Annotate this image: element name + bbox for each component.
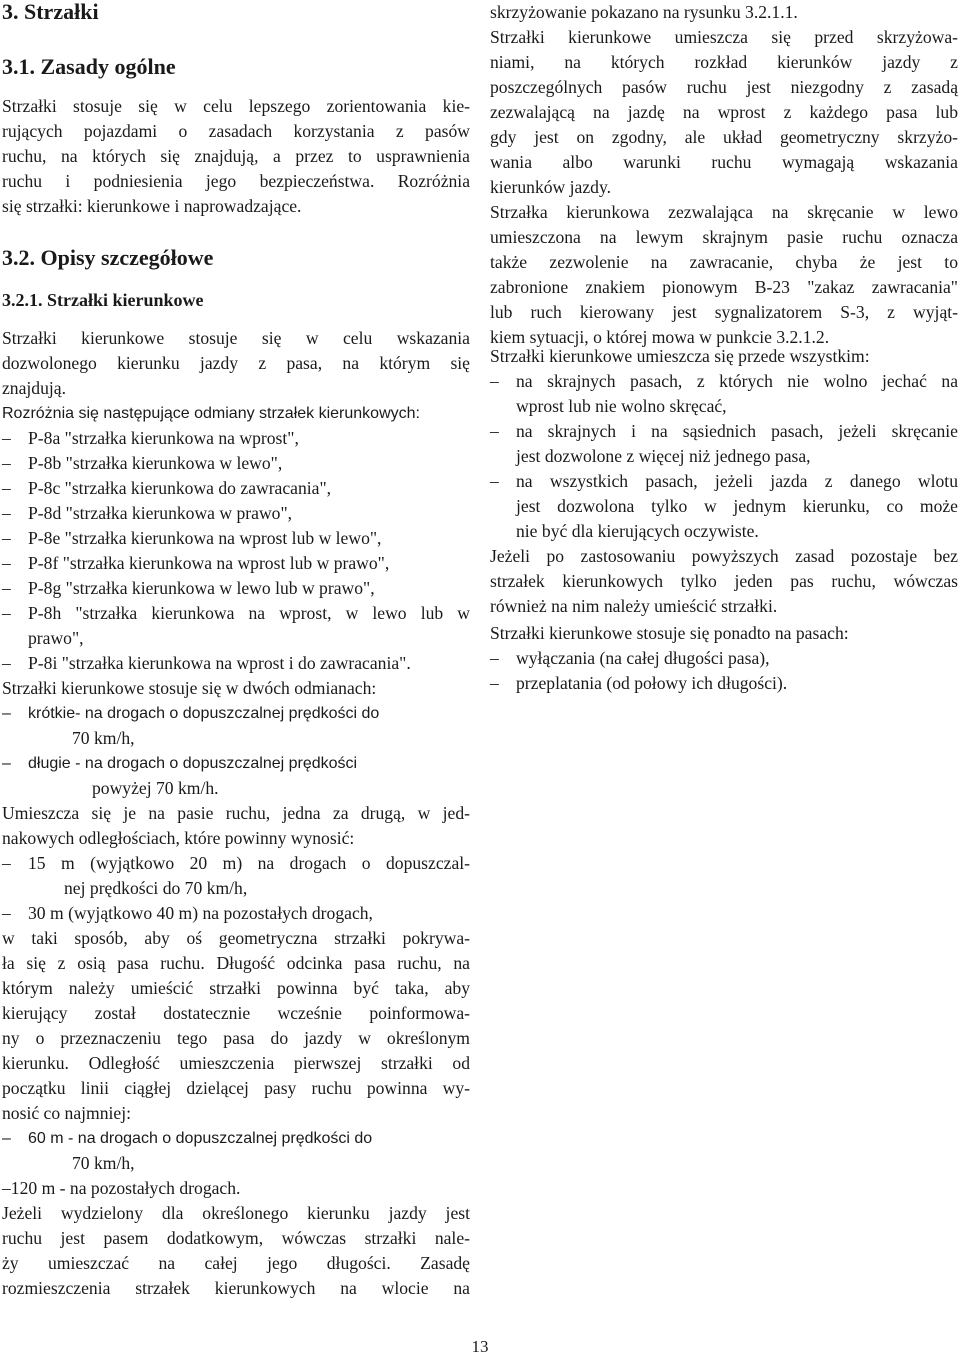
- list-item-continuation: jest dozwolona tylko w jednym kierunku, co może: [516, 496, 958, 516]
- list-item: – P-8a "strzałka kierunkowa na wprost",: [2, 428, 299, 448]
- section-heading-3-1: 3.1. Zasady ogólne: [2, 54, 176, 79]
- list-intro: Strzałki kierunkowe umieszcza się przede wszystkim:: [490, 346, 870, 366]
- text-line: gdy jest on zgodny, ale układ geometryczny skrzyżo-: [490, 127, 958, 147]
- text-line: ruchu i podniesienia jego bezpieczeństwa. Rozróżnia: [2, 171, 470, 191]
- text-line: ła się z osią pasa ruchu. Długość odcinka pasa ruchu, na: [2, 953, 470, 973]
- list-item: – na skrajnych i na sąsiednich pasach, jeżeli skręcanie: [490, 421, 958, 441]
- list-item: – 30 m (wyjątkowo 40 m) na pozostałych drogach,: [2, 903, 373, 923]
- right-paragraph-3: [490, 544, 958, 619]
- list-item: – P-8e "strzałka kierunkowa na wprost lub w lewo",: [2, 528, 382, 548]
- list-item: –120 m - na pozostałych drogach.: [2, 1178, 241, 1198]
- text-line: poszczególnych pasów ruchu jest niezgodny z zasadą: [490, 77, 958, 97]
- text-line: lub ruch kierowany jest sygnalizatorem S-3, z wyjąt-: [490, 302, 958, 322]
- text-line: Jeżeli wydzielony dla określonego kierunku jazdy jest: [2, 1203, 470, 1223]
- text-line: Strzałki kierunkowe stosuje się ponadto na pasach:: [490, 623, 849, 643]
- list-item: – P-8c "strzałka kierunkowa do zawracania",: [2, 478, 332, 498]
- right-paragraph-4: [490, 621, 958, 696]
- section-heading-3-2: 3.2. Opisy szczegółowe: [2, 245, 214, 270]
- text-line: kierunków jazdy.: [490, 177, 611, 197]
- paragraph-general-rules: [2, 94, 470, 219]
- text-line: znajdują.: [2, 378, 66, 398]
- list-item: – 60 m - na drogach o dopuszczalnej prędkości do: [2, 1130, 373, 1147]
- text-line: Strzałki kierunkowe umieszcza się przed skrzyżowa-: [490, 27, 958, 47]
- list-item-continuation: 70 km/h,: [72, 728, 135, 748]
- list-item: – przeplatania (od połowy ich długości).: [490, 673, 788, 693]
- text-line: ny o przeznaczeniu tego pasa do jazdy w określonym: [2, 1028, 470, 1048]
- text-line: zezwalającą na jazdę na wprost z każdego pasa lub: [490, 102, 958, 122]
- variants-list: [2, 401, 470, 676]
- types-intro: Strzałki kierunkowe stosuje się w dwóch odmianach:: [2, 678, 377, 698]
- list-item: – wyłączania (na całej długości pasa),: [490, 648, 770, 668]
- right-list: [490, 344, 958, 544]
- text-line: którym należy umieścić strzałki powinna być taka, aby: [2, 978, 470, 998]
- text-line: nakowych odległościach, które powinny wynosić:: [2, 828, 355, 848]
- text-line: kierujący został dostatecznie wcześnie poinformowa-: [2, 1003, 470, 1023]
- list-item: – P-8i "strzałka kierunkowa na wprost i do zawracania".: [2, 653, 411, 673]
- text-line: nosić co najmniej:: [2, 1103, 131, 1123]
- text-line: Strzałki kierunkowe stosuje się w celu wskazania: [2, 328, 470, 348]
- list-item: – 15 m (wyjątkowo 20 m) na drogach o dopuszczal-: [2, 853, 470, 873]
- section-heading-3-2-1: 3.2.1. Strzałki kierunkowe: [2, 290, 204, 310]
- text-line: kierunku. Odległość umieszczenia pierwszej strzałki od: [2, 1053, 470, 1073]
- extra-lane-paragraph: [2, 1201, 470, 1301]
- axis-paragraph: [2, 926, 470, 1126]
- list-item-continuation: nej prędkości do 70 km/h,: [64, 878, 248, 898]
- text-line: skrzyżowanie pokazano na rysunku 3.2.1.1.: [490, 2, 798, 22]
- min-distance-list: [2, 1126, 470, 1201]
- text-line: również na nim należy umieścić strzałki.: [490, 596, 778, 616]
- list-item-continuation: prawo",: [28, 628, 84, 648]
- types-list: [2, 676, 470, 801]
- list-item-continuation: 70 km/h,: [72, 1153, 135, 1173]
- list-item-continuation: jest dozwolone z więcej niż jednego pasa,: [516, 446, 811, 466]
- list-item: – długie - na drogach o dopuszczalnej prędkości: [2, 755, 358, 772]
- text-line: Jeżeli po zastosowaniu powyższych zasad pozostaje bez: [490, 546, 958, 566]
- list-item: – P-8h "strzałka kierunkowa na wprost, w lewo lub w: [2, 603, 470, 623]
- list-item: – na wszystkich pasach, jeżeli jazda z danego wlotu: [490, 471, 958, 491]
- right-paragraph-1: [490, 0, 958, 200]
- text-line: strzałek kierunkowych tylko jeden pas ruchu, wówczas: [490, 571, 958, 591]
- text-line: dozwolonego kierunku jazdy z pasa, na którym się: [2, 353, 470, 373]
- text-line: ruchu, na których się znajdują, a przez to usprawnienia: [2, 146, 470, 166]
- list-item: – na skrajnych pasach, z których nie wolno jechać na: [490, 371, 958, 391]
- list-item: – krótkie- na drogach o dopuszczalnej prędkości do: [2, 705, 380, 722]
- page-number: 13: [471, 1337, 489, 1356]
- text-line: niami, na których rozkład kierunków jazdy z: [490, 52, 958, 72]
- text-line: rujących pojazdami o zasadach korzystania z pasów: [2, 121, 470, 141]
- text-line: wania albo warunki ruchu wymagają wskazania: [490, 152, 958, 172]
- text-line: kiem sytuacji, o której mowa w punkcie 3.2.1.2.: [490, 327, 830, 347]
- text-line: Strzałka kierunkowa zezwalająca na skręcanie w lewo: [490, 202, 958, 222]
- list-item-continuation: nie być dla kierujących oczywiste.: [516, 521, 759, 541]
- text-line: także zezwolenie na zawracanie, chyba że jest to: [490, 252, 958, 272]
- text-line: Strzałki stosuje się w celu lepszego zorientowania kie-: [2, 96, 470, 116]
- text-line: rozmieszczenia strzałek kierunkowych na wlocie na: [2, 1278, 470, 1298]
- list-item-continuation: powyżej 70 km/h.: [92, 778, 219, 798]
- list-item: – P-8d "strzałka kierunkowa w prawo",: [2, 503, 293, 523]
- variants-intro: Rozróżnia się następujące odmiany strzałek kierunkowych:: [2, 405, 420, 422]
- section-heading-3: 3. Strzałki: [2, 0, 99, 24]
- list-item: – P-8b "strzałka kierunkowa w lewo",: [2, 453, 283, 473]
- text-line: początku linii ciągłej dzielącej pasy ruchu powinna wy-: [2, 1078, 470, 1098]
- right-paragraph-2: [490, 200, 958, 350]
- text-line: ży umieszczać na całej jego długości. Zasadę: [2, 1253, 470, 1273]
- text-line: się strzałki: kierunkowe i naprowadzające.: [2, 196, 302, 216]
- text-line: umieszczona na lewym skrajnym pasie ruchu oznacza: [490, 227, 958, 247]
- text-line: w taki sposób, aby oś geometryczna strzałki pokrywa-: [2, 928, 470, 948]
- list-item: – P-8g "strzałka kierunkowa w lewo lub w prawo",: [2, 578, 375, 598]
- text-line: Umieszcza się je na pasie ruchu, jedna za drugą, w jed-: [2, 803, 470, 823]
- paragraph-direction-arrows: [2, 326, 470, 401]
- text-line: zabronione znakiem pionowym B-23 "zakaz zawracania": [490, 277, 958, 297]
- spacing-paragraph: [2, 801, 470, 926]
- list-item-continuation: wprost lub nie wolno skręcać,: [516, 396, 727, 416]
- text-line: ruchu jest pasem dodatkowym, wówczas strzałki nale-: [2, 1228, 470, 1248]
- list-item: – P-8f "strzałka kierunkowa na wprost lub w prawo",: [2, 553, 390, 573]
